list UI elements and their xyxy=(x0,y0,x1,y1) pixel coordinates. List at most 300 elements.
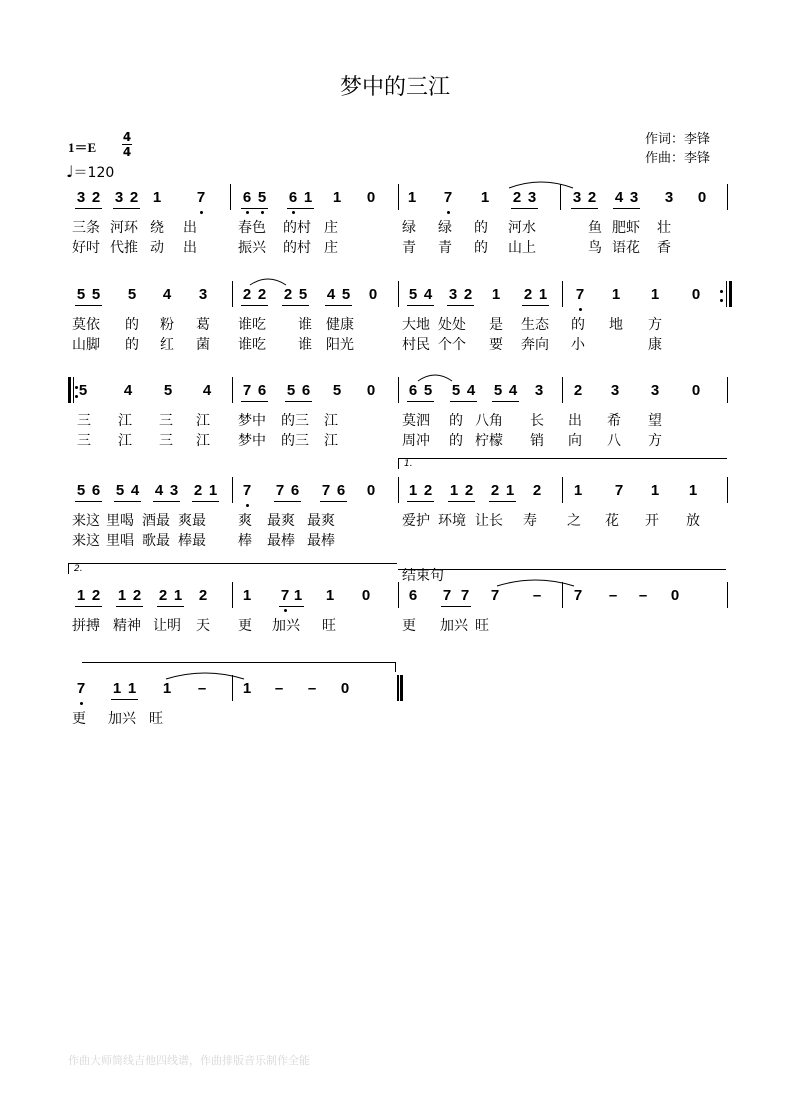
note: 0 xyxy=(340,680,350,697)
lyric-word: 里唱 xyxy=(106,533,134,549)
note-beam xyxy=(75,208,102,209)
note-beam xyxy=(325,305,352,306)
lyric-word: 个个 xyxy=(438,337,466,353)
lyric-word: 绿 xyxy=(438,220,452,236)
note: 6 xyxy=(408,587,418,604)
note: 4 xyxy=(466,382,476,399)
note: 0 xyxy=(691,286,701,303)
note: 2 xyxy=(132,587,142,604)
lyric-word: 放 xyxy=(686,513,700,529)
lyric-word: 村民 xyxy=(402,337,430,353)
octave-dot xyxy=(246,211,249,214)
tie-arc xyxy=(250,279,286,285)
note: 0 xyxy=(366,189,376,206)
bar-line xyxy=(232,675,233,701)
note-beam xyxy=(157,606,184,607)
note-beam xyxy=(407,401,434,402)
lyric-word: 谁 xyxy=(298,337,312,353)
bar-line xyxy=(232,582,233,608)
lyricist-credit: 作词：李锋 xyxy=(645,132,711,147)
note: 2 xyxy=(512,189,522,206)
lyric-word: 的 xyxy=(474,220,488,236)
note-beam xyxy=(153,501,180,502)
bar-line xyxy=(562,477,563,503)
lyric-word: 加兴 xyxy=(108,711,136,727)
coda-label: 结束句 xyxy=(402,568,444,584)
note-beam xyxy=(75,501,102,502)
lyric-word: 的 xyxy=(474,240,488,256)
lyric-word: 鸟 xyxy=(588,240,602,256)
note-beam xyxy=(287,208,314,209)
note: 1 xyxy=(242,680,252,697)
note: 5 xyxy=(76,482,86,499)
lyric-word: 更 xyxy=(72,711,86,727)
bar-line xyxy=(398,477,399,503)
note-beam xyxy=(241,401,268,402)
note: 1 xyxy=(162,680,172,697)
lyric-word: 绕 xyxy=(150,220,164,236)
lyric-word: 是 xyxy=(489,317,503,333)
repeat-dot xyxy=(75,386,78,389)
bar-line xyxy=(230,184,231,210)
lyric-word: 爽最 xyxy=(178,513,206,529)
lyric-word: 出 xyxy=(183,220,197,236)
lyric-word: 粉 xyxy=(160,317,174,333)
lyric-word: 的 xyxy=(449,413,463,429)
note: 2 xyxy=(129,189,139,206)
note: 7 xyxy=(614,482,624,499)
lyric-word: 的村 xyxy=(283,240,311,256)
note-beam xyxy=(192,501,219,502)
lyric-word: 红 xyxy=(160,337,174,353)
lyric-word: 旺 xyxy=(322,618,336,634)
lyric-word: 三 xyxy=(159,413,173,429)
note: 1 xyxy=(573,482,583,499)
note: 1 xyxy=(449,482,459,499)
bar-line xyxy=(398,582,399,608)
note: 7 xyxy=(490,587,500,604)
bar-line xyxy=(232,377,233,403)
lyric-word: 江 xyxy=(118,433,132,449)
lyric-word: 梦中 xyxy=(238,433,266,449)
lyric-word: 三条 xyxy=(72,220,100,236)
note-beam xyxy=(511,208,538,209)
lyric-word: 香 xyxy=(657,240,671,256)
lyric-word: 河环 xyxy=(110,220,138,236)
note: 5 xyxy=(493,382,503,399)
note-beam xyxy=(407,305,434,306)
note: – xyxy=(638,587,648,604)
note: 2 xyxy=(532,482,542,499)
bar-line xyxy=(727,582,728,608)
note: 7 xyxy=(442,587,452,604)
lyric-word: 三 xyxy=(159,433,173,449)
lyric-word: 八角 xyxy=(475,413,503,429)
note: 2 xyxy=(464,482,474,499)
lyric-word: 出 xyxy=(568,413,582,429)
note: 7 xyxy=(573,587,583,604)
note-beam xyxy=(450,401,477,402)
note: 6 xyxy=(290,482,300,499)
note: 4 xyxy=(130,482,140,499)
repeat-bar-thick xyxy=(729,281,732,307)
note: 1 xyxy=(242,587,252,604)
lyric-word: 葛 xyxy=(196,317,210,333)
note: 5 xyxy=(341,286,351,303)
note: 1 xyxy=(117,587,127,604)
note: 5 xyxy=(451,382,461,399)
note-beam xyxy=(75,606,102,607)
note: 7 xyxy=(196,189,206,206)
note: 5 xyxy=(257,189,267,206)
note: 6 xyxy=(242,189,252,206)
note: 7 xyxy=(443,189,453,206)
tie-arc xyxy=(418,375,452,381)
lyric-word: 棒最 xyxy=(178,533,206,549)
note: 7 xyxy=(76,680,86,697)
octave-dot xyxy=(447,211,450,214)
note: 7 xyxy=(280,587,290,604)
lyric-word: 三 xyxy=(77,433,91,449)
final-bar-thin xyxy=(397,675,398,701)
lyric-word: 的 xyxy=(125,317,139,333)
note: 1 xyxy=(112,680,122,697)
lyric-word: 开 xyxy=(645,513,659,529)
lyric-word: 肥虾 xyxy=(612,220,640,236)
lyric-word: 周冲 xyxy=(402,433,430,449)
lyric-word: 向 xyxy=(568,433,582,449)
lyric-word: 梦中 xyxy=(238,413,266,429)
lyric-word: 最棒 xyxy=(307,533,335,549)
note: 6 xyxy=(91,482,101,499)
lyric-word: 寿 xyxy=(523,513,537,529)
final-bar-thick xyxy=(400,675,403,701)
bar-line xyxy=(562,281,563,307)
note: 1 xyxy=(650,482,660,499)
bar-line xyxy=(398,281,399,307)
note: 5 xyxy=(286,382,296,399)
note: 1 xyxy=(491,286,501,303)
note: 2 xyxy=(242,286,252,303)
note-beam xyxy=(489,501,516,502)
quarter-note-icon: ♩ xyxy=(66,162,74,181)
note: – xyxy=(532,587,542,604)
note: 4 xyxy=(123,382,133,399)
note-beam xyxy=(279,606,304,607)
lyric-word: 健康 xyxy=(326,317,354,333)
note: 2 xyxy=(463,286,473,303)
lyric-word: 语花 xyxy=(612,240,640,256)
note: 3 xyxy=(629,189,639,206)
note: 2 xyxy=(587,189,597,206)
lyric-word: 莫泗 xyxy=(402,413,430,429)
note: 1 xyxy=(76,587,86,604)
lyric-word: 绿 xyxy=(402,220,416,236)
lyric-word: 柠檬 xyxy=(475,433,503,449)
note-beam xyxy=(492,401,519,402)
note: 7 xyxy=(321,482,331,499)
note: 7 xyxy=(242,482,252,499)
volta-number: 2. xyxy=(74,564,83,574)
note: 3 xyxy=(534,382,544,399)
note: 7 xyxy=(575,286,585,303)
note: 3 xyxy=(169,482,179,499)
bar-line xyxy=(562,377,563,403)
note: 5 xyxy=(76,286,86,303)
lyric-word: 爽 xyxy=(238,513,252,529)
note-beam xyxy=(75,305,102,306)
coda-line-end xyxy=(395,662,396,672)
note: 4 xyxy=(202,382,212,399)
bar-line xyxy=(398,377,399,403)
note: 1 xyxy=(650,286,660,303)
lyric-word: 的 xyxy=(449,433,463,449)
note: 5 xyxy=(423,382,433,399)
note: 5 xyxy=(115,482,125,499)
note: 2 xyxy=(158,587,168,604)
note: 5 xyxy=(298,286,308,303)
note: – xyxy=(608,587,618,604)
note: 4 xyxy=(326,286,336,303)
note: 1 xyxy=(208,482,218,499)
note: 2 xyxy=(423,482,433,499)
lyric-word: 销 xyxy=(530,433,544,449)
repeat-dot xyxy=(75,395,78,398)
note-beam xyxy=(320,501,347,502)
lyric-word: 爱护 xyxy=(402,513,430,529)
lyric-word: 最爽 xyxy=(307,513,335,529)
note-beam xyxy=(285,401,312,402)
lyric-word: 的三 xyxy=(281,433,309,449)
lyric-word: 春色 xyxy=(238,220,266,236)
bar-line xyxy=(232,477,233,503)
lyric-word: 来这 xyxy=(72,533,100,549)
lyric-word: 歌最 xyxy=(142,533,170,549)
note: 1 xyxy=(688,482,698,499)
time-signature: 4 4 xyxy=(122,130,132,159)
octave-dot xyxy=(246,504,249,507)
lyric-word: 棒 xyxy=(238,533,252,549)
lyric-word: 小 xyxy=(571,337,585,353)
lyric-word: 大地 xyxy=(402,317,430,333)
note: 5 xyxy=(408,286,418,303)
note-beam xyxy=(448,501,475,502)
repeat-start-thick xyxy=(68,377,71,403)
lyric-word: 环境 xyxy=(438,513,466,529)
bar-line xyxy=(727,377,728,403)
note-beam xyxy=(441,606,471,607)
octave-dot xyxy=(284,609,287,612)
note: 4 xyxy=(154,482,164,499)
lyric-word: 望 xyxy=(648,413,662,429)
note: 1 xyxy=(127,680,137,697)
lyric-word: 的三 xyxy=(281,413,309,429)
note-beam xyxy=(274,501,301,502)
note: 1 xyxy=(303,189,313,206)
note-beam xyxy=(114,501,141,502)
lyric-word: 三 xyxy=(77,413,91,429)
bar-line xyxy=(398,675,399,701)
lyric-word: 之 xyxy=(567,513,581,529)
note: 3 xyxy=(650,382,660,399)
lyric-word: 江 xyxy=(324,433,338,449)
note: 1 xyxy=(480,189,490,206)
lyric-word: 山脚 xyxy=(72,337,100,353)
note: 2 xyxy=(283,286,293,303)
lyric-word: 庄 xyxy=(324,220,338,236)
lyric-word: 八 xyxy=(607,433,621,449)
note: 2 xyxy=(573,382,583,399)
repeat-bar-thin xyxy=(726,281,727,307)
octave-dot xyxy=(200,211,203,214)
lyric-word: 里喝 xyxy=(106,513,134,529)
lyric-word: 谁 xyxy=(298,317,312,333)
note: 3 xyxy=(572,189,582,206)
lyric-word: 动 xyxy=(150,240,164,256)
bar-line xyxy=(398,184,399,210)
bar-line xyxy=(727,184,728,210)
note: – xyxy=(274,680,284,697)
bar-line xyxy=(727,477,728,503)
lyric-word: 更 xyxy=(238,618,252,634)
repeat-dot xyxy=(720,290,723,293)
key-signature: 1＝E xyxy=(68,140,97,155)
note: 3 xyxy=(76,189,86,206)
lyric-word: 生态 xyxy=(521,317,549,333)
lyric-word: 旺 xyxy=(475,618,489,634)
tie-arc xyxy=(509,182,573,188)
note: 1 xyxy=(152,189,162,206)
lyric-word: 最棒 xyxy=(267,533,295,549)
note: 1 xyxy=(408,482,418,499)
note-beam xyxy=(571,208,598,209)
bar-line xyxy=(232,281,233,307)
tempo-marking: ♩＝120 xyxy=(66,162,115,181)
note: 3 xyxy=(448,286,458,303)
lyric-word: 地 xyxy=(609,317,623,333)
lyric-word: 江 xyxy=(196,413,210,429)
lyric-word: 酒最 xyxy=(142,513,170,529)
note: 7 xyxy=(460,587,470,604)
volta-bracket xyxy=(68,563,397,574)
lyric-word: 天 xyxy=(196,618,210,634)
lyric-word: 青 xyxy=(438,240,452,256)
lyric-word: 处处 xyxy=(438,317,466,333)
note: 2 xyxy=(490,482,500,499)
note-beam xyxy=(241,305,268,306)
lyric-word: 壮 xyxy=(657,220,671,236)
lyric-word: 奔向 xyxy=(521,337,549,353)
lyric-word: 康 xyxy=(648,337,662,353)
note: 1 xyxy=(407,189,417,206)
lyric-word: 希 xyxy=(607,413,621,429)
note: – xyxy=(307,680,317,697)
note: 4 xyxy=(614,189,624,206)
note: 6 xyxy=(301,382,311,399)
lyric-word: 山上 xyxy=(508,240,536,256)
octave-dot xyxy=(579,308,582,311)
note: 2 xyxy=(193,482,203,499)
note: 7 xyxy=(242,382,252,399)
lyric-word: 河水 xyxy=(508,220,536,236)
note: 0 xyxy=(366,482,376,499)
note: 5 xyxy=(78,382,88,399)
note: 1 xyxy=(325,587,335,604)
note: 4 xyxy=(423,286,433,303)
note: 6 xyxy=(408,382,418,399)
lyric-word: 更 xyxy=(402,618,416,634)
note: 5 xyxy=(127,286,137,303)
note: 1 xyxy=(505,482,515,499)
lyric-word: 让明 xyxy=(153,618,181,634)
lyric-word: 江 xyxy=(324,413,338,429)
note: 7 xyxy=(275,482,285,499)
note-beam xyxy=(282,305,309,306)
lyric-word: 旺 xyxy=(149,711,163,727)
note: 0 xyxy=(361,587,371,604)
note: 2 xyxy=(257,286,267,303)
note: 4 xyxy=(508,382,518,399)
note: 3 xyxy=(610,382,620,399)
note-beam xyxy=(116,606,143,607)
volta-number: 1. xyxy=(404,459,413,469)
lyric-word: 来这 xyxy=(72,513,100,529)
note: 4 xyxy=(162,286,172,303)
composer-credit: 作曲：李锋 xyxy=(645,151,711,166)
lyric-word: 鱼 xyxy=(588,220,602,236)
octave-dot xyxy=(80,702,83,705)
lyric-word: 好吋 xyxy=(72,240,100,256)
lyric-word: 青 xyxy=(402,240,416,256)
lyric-word: 菌 xyxy=(196,337,210,353)
volta-bracket xyxy=(398,458,727,469)
note: 6 xyxy=(257,382,267,399)
note-beam xyxy=(113,208,140,209)
note: 5 xyxy=(91,286,101,303)
lyric-word: 的 xyxy=(125,337,139,353)
lyric-word: 江 xyxy=(118,413,132,429)
note: 3 xyxy=(664,189,674,206)
lyric-word: 谁吃 xyxy=(238,317,266,333)
lyric-word: 江 xyxy=(196,433,210,449)
octave-dot xyxy=(292,211,295,214)
note-beam xyxy=(111,699,138,700)
repeat-start-thin xyxy=(73,377,74,403)
footer-watermark: 作曲大师简线吉他四线谱，作曲排版音乐制作全能 xyxy=(68,1054,310,1067)
note: 2 xyxy=(198,587,208,604)
note: 1 xyxy=(332,189,342,206)
lyric-word: 代推 xyxy=(110,240,138,256)
lyric-word: 精神 xyxy=(113,618,141,634)
lyric-word: 出 xyxy=(183,240,197,256)
lyric-word: 的 xyxy=(571,317,585,333)
bar-line xyxy=(562,582,563,608)
note: 3 xyxy=(198,286,208,303)
note: 1 xyxy=(538,286,548,303)
note: 0 xyxy=(670,587,680,604)
note-beam xyxy=(407,501,434,502)
note: 1 xyxy=(173,587,183,604)
note: 1 xyxy=(611,286,621,303)
note: 2 xyxy=(523,286,533,303)
note: 6 xyxy=(336,482,346,499)
note-beam xyxy=(522,305,549,306)
note: 5 xyxy=(163,382,173,399)
note: 1 xyxy=(293,587,303,604)
note-beam xyxy=(613,208,640,209)
octave-dot xyxy=(261,211,264,214)
note: 0 xyxy=(697,189,707,206)
